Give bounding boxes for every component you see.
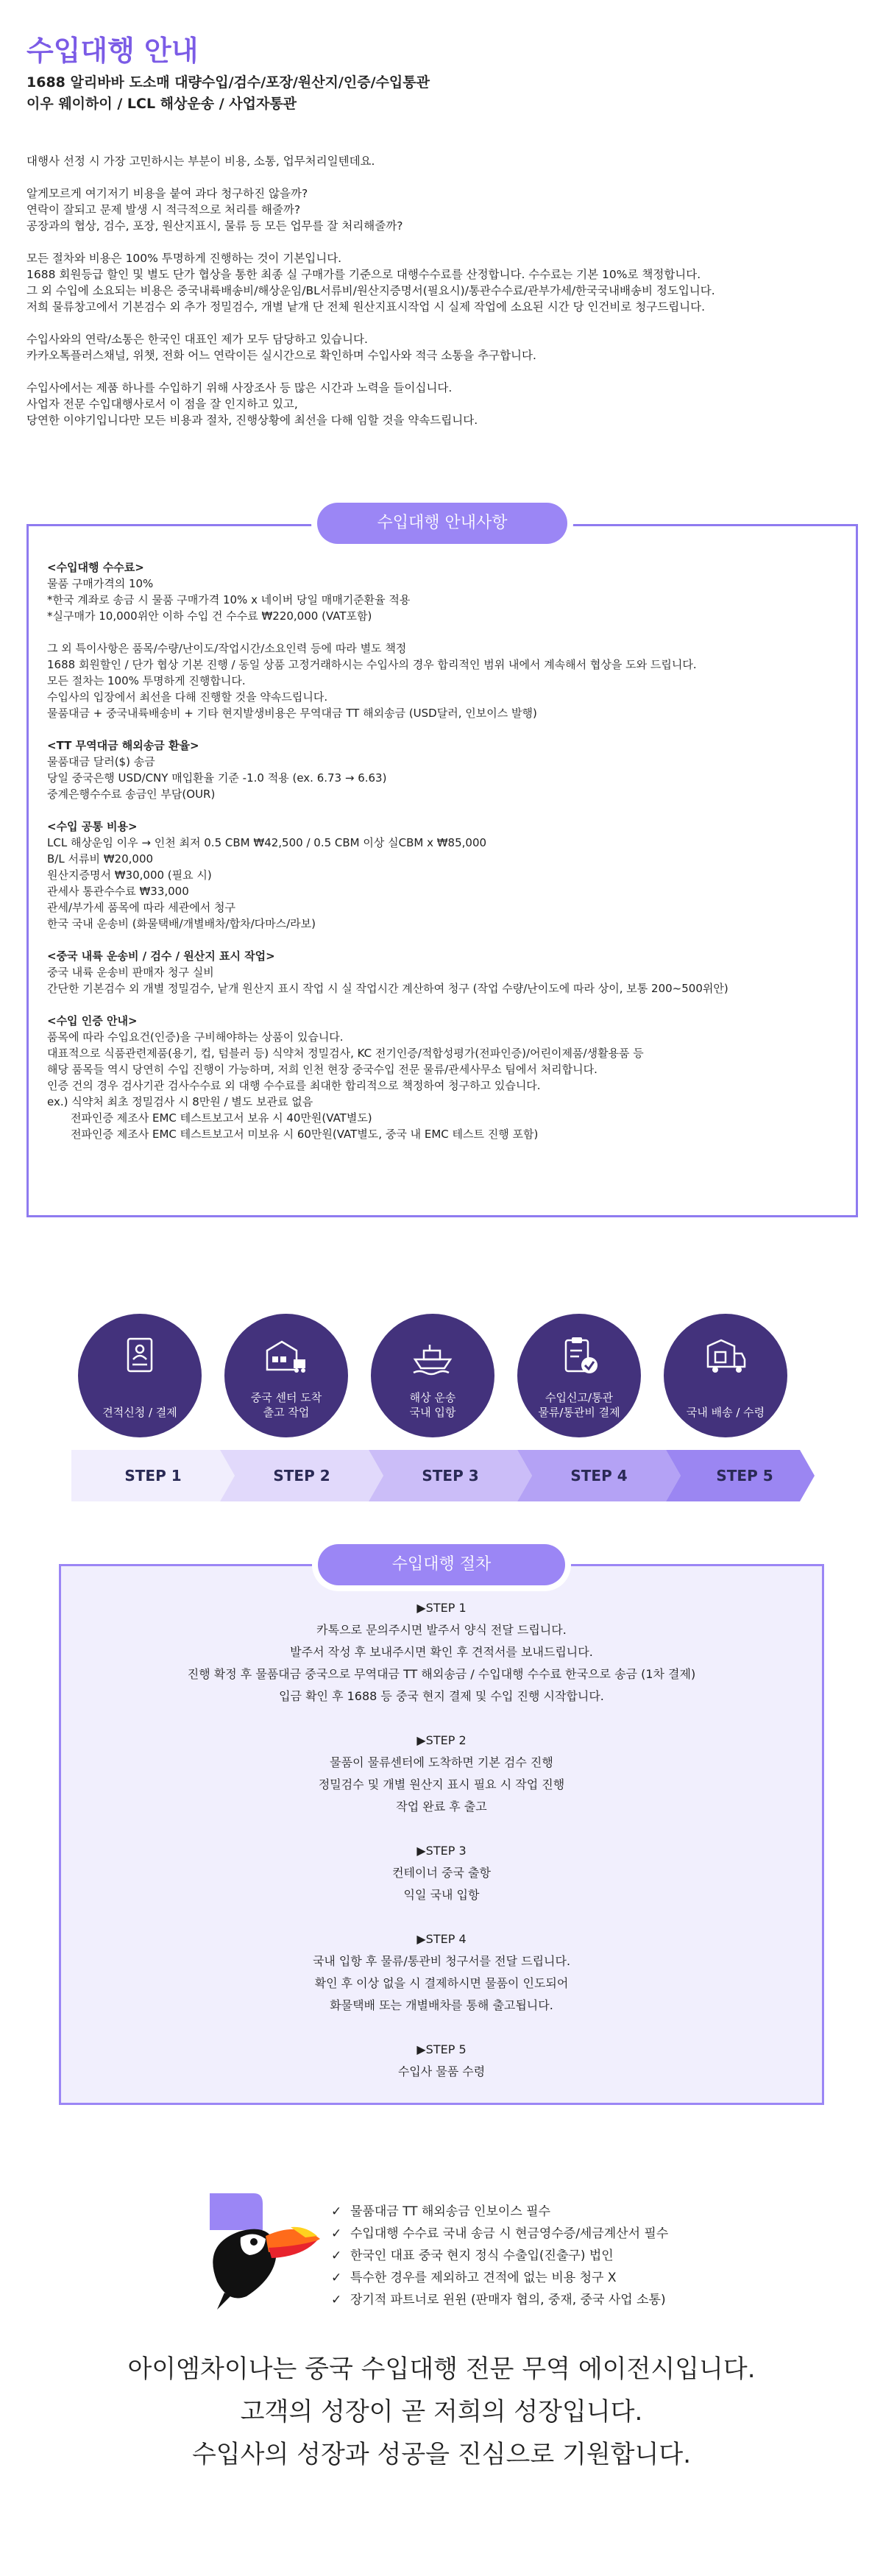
procedure-line: 화물택배 또는 개별배차를 통해 출고됩니다. [330, 1998, 553, 2012]
subtitle-line: 이우 웨이하이 / LCL 해상운송 / 사업자통관 [26, 96, 297, 112]
intro-line: 카카오톡플러스채널, 위챗, 전화 어느 연락이든 실시간으로 확인하며 수입사와 적극 소통을 추구합니다. [26, 349, 536, 362]
intro-paragraph [26, 380, 851, 428]
warehouse-truck-icon [264, 1334, 308, 1379]
procedure-line: ▶STEP 1 [416, 1601, 467, 1615]
guide-line: ex.) 식약처 최초 정밀검사 시 8만원 / 별도 보관료 없음 [47, 1095, 313, 1108]
slogan-line: 아이엠차이나는 중국 수입대행 전문 무역 에이전시입니다. [127, 2354, 756, 2384]
checklist-item [331, 2223, 668, 2245]
guide-line: 당일 중국은행 USD/CNY 매입환율 기준 -1.0 적용 (ex. 6.73 → 6.63) [47, 771, 387, 785]
checklist-item-text: 물품대금 TT 해외송금 인보이스 필수 [350, 2204, 550, 2219]
procedure-pill-title: 수입대행 절차 [318, 1544, 565, 1585]
guide-line: 관세사 통관수수료 ₩33,000 [47, 885, 189, 898]
page-title: 수입대행 안내 [26, 35, 199, 67]
guide-section [47, 737, 842, 802]
slogan-line: 고객의 성장이 곧 저희의 성장입니다. [240, 2397, 643, 2427]
guide-section-title: <수입 인증 안내> [47, 1014, 138, 1027]
guide-pill-title: 수입대행 안내사항 [317, 503, 567, 544]
toucan-mascot-icon [195, 2193, 327, 2311]
check-icon: ✓ [331, 2248, 342, 2263]
guide-section-title: <수입 공통 비용> [47, 820, 138, 833]
intro-line: 1688 회원등급 할인 및 별도 단가 협상을 통한 최종 실 구매가를 기준으로 대행수수료를 산정합니다. 수수료는 기본 10%로 책정합니다. [26, 268, 701, 281]
guide-line-indented: 전파인증 제조사 EMC 테스트보고서 미보유 시 60만원(VAT별도, 중국 내 EMC 테스트 진행 포함) [71, 1128, 539, 1141]
procedure-line: 발주서 작성 후 보내주시면 확인 후 견적서를 보내드립니다. [290, 1645, 593, 1659]
step-label: STEP 2 [273, 1467, 330, 1485]
procedure-line: 물품이 물류센터에 도착하면 기본 검수 진행 [330, 1755, 553, 1769]
guide-line: *한국 계좌로 송금 시 물품 구매가격 10% x 네이버 당일 매매기준환율 적용 [47, 593, 411, 606]
intro-paragraph [26, 331, 851, 364]
process-circle-label-line: 견적신청 / 결제 [102, 1406, 177, 1419]
procedure-line: 작업 완료 후 출고 [396, 1800, 487, 1814]
guide-line: 모든 절차는 100% 투명하게 진행합니다. [47, 674, 246, 687]
guide-line: 중국 내륙 운송비 판매자 청구 실비 [47, 966, 214, 979]
step-label: STEP 3 [422, 1467, 479, 1485]
checklist-item-text: 장기적 파트너로 윈윈 (판매자 협의, 중재, 중국 사업 소통) [350, 2293, 666, 2307]
procedure-line: 컨테이너 중국 출항 [392, 1866, 491, 1880]
intro-line: 저희 물류창고에서 기본검수 외 추가 정밀검수, 개별 낱개 단 전체 원산지표시작업 시 실제 작업에 소요된 시간 당 인건비로 청구드립니다. [26, 300, 706, 314]
guide-section [47, 640, 842, 721]
guide-line: 대표적으로 식품관련제품(용기, 컵, 텀블러 등) 식약처 정밀검사, KC 전기인증/적합성평가(전파인증)/어린이제품/생활용품 등 [47, 1047, 644, 1060]
process-circle-label [517, 1390, 641, 1420]
intro-line: 연락이 잘되고 문제 발생 시 적극적으로 처리를 해줄까? [26, 203, 301, 216]
process-circle [78, 1314, 202, 1437]
procedure-line: 수입사 물품 수령 [397, 2064, 486, 2078]
guide-line-indented: 전파인증 제조사 EMC 테스트보고서 보유 시 40만원(VAT별도) [71, 1111, 372, 1125]
guide-line: 해당 품목들 역시 당연히 수입 진행이 가능하며, 저희 인천 현장 중국수입 전문 물류/관세사무소 팀에서 처리합니다. [47, 1063, 597, 1076]
procedure-line: 정밀검수 및 개별 원산지 표시 필요 시 작업 진행 [318, 1777, 565, 1791]
guide-line: 물품대금 + 중국내륙배송비 + 기타 현지발생비용은 무역대금 TT 해외송금 (USD달러, 인보이스 발행) [47, 707, 537, 720]
intro-line: 수입사와의 연락/소통은 한국인 대표인 제가 모두 담당하고 있습니다. [26, 333, 368, 346]
procedure-line: 국내 입항 후 물류/통관비 청구서를 전달 드립니다. [312, 1954, 571, 1968]
guide-line: *실구매가 10,000위안 이하 수입 건 수수료 ₩220,000 (VAT포함) [47, 609, 372, 623]
slogan-line: 수입사의 성장과 성공을 진심으로 기원합니다. [191, 2440, 692, 2469]
process-circle-label-line: 출고 작업 [263, 1406, 310, 1419]
guide-line: 수입사의 입장에서 최선을 다해 진행할 것을 약속드립니다. [47, 690, 328, 704]
intro-line: 수입사에서는 제품 하나를 수입하기 위해 사장조사 등 많은 시간과 노력을 들이십니다. [26, 381, 453, 394]
guide-section-title: <중국 내륙 운송비 / 검수 / 원산지 표시 작업> [47, 949, 275, 963]
procedure-line: 확인 후 이상 없을 시 결제하시면 물품이 인도되어 [314, 1976, 569, 1990]
guide-line: 원산지증명서 ₩30,000 (필요 시) [47, 868, 212, 882]
clipboard-check-icon [557, 1334, 601, 1379]
check-icon: ✓ [331, 2226, 342, 2241]
guide-section [47, 818, 842, 932]
guide-line: 인증 건의 경우 검사기관 검사수수료 외 대행 수수료를 최대한 합리적으로 책정하여 청구하고 있습니다. [47, 1079, 541, 1092]
check-icon: ✓ [331, 2204, 342, 2219]
guide-content [47, 559, 842, 1158]
intro-line: 알게모르게 여기저기 비용을 붙여 과다 청구하진 않을까? [26, 187, 308, 200]
guide-section-title: <TT 무역대금 해외송금 환율> [47, 739, 199, 752]
checklist-item-text: 특수한 경우를 제외하고 견적에 없는 비용 청구 X [350, 2271, 617, 2285]
intro-line: 사업자 전문 수입대행사로서 이 점을 잘 인지하고 있고, [26, 397, 298, 411]
process-circle-label [78, 1405, 202, 1420]
delivery-truck-icon [703, 1334, 748, 1379]
procedure-block [59, 2039, 824, 2083]
procedure-line: ▶STEP 5 [416, 2042, 467, 2056]
guide-section [47, 1013, 842, 1142]
process-circle-label-line: 국내 입항 [409, 1406, 456, 1419]
procedure-line: 입금 확인 후 1688 등 중국 현지 결제 및 수입 진행 시작합니다. [279, 1689, 604, 1703]
procedure-line: 카톡으로 문의주시면 발주서 양식 전달 드립니다. [316, 1623, 567, 1637]
document-person-icon [118, 1334, 162, 1379]
guide-line: 간단한 기본검수 외 개별 정밀검수, 낱개 원산지 표시 작업 시 실 작업시간 계산하여 청구 (작업 수량/난이도에 따라 상이, 보통 200~500위안) [47, 982, 728, 995]
checklist-item-text: 한국인 대표 중국 현지 정식 수출입(진출구) 법인 [350, 2248, 614, 2263]
intro-paragraph [26, 153, 851, 169]
intro-line: 당연한 이야기입니다만 모든 비용과 절차, 진행상황에 최선을 다해 임할 것을 약속드립니다. [26, 414, 478, 427]
checklist [331, 2201, 668, 2311]
checklist-item [331, 2289, 668, 2311]
procedure-block [59, 1730, 824, 1818]
procedure-block [59, 1840, 824, 1906]
procedure-line: 진행 확정 후 물품대금 중국으로 무역대금 TT 해외송금 / 수입대행 수수료 한국으로 송금 (1차 결제) [187, 1667, 696, 1681]
guide-section [47, 559, 842, 624]
step-label: STEP 5 [716, 1467, 773, 1485]
process-circle-label-line: 해상 운송 [409, 1391, 456, 1404]
guide-section-title: <수입대행 수수료> [47, 561, 144, 574]
intro-paragraph [26, 185, 851, 234]
guide-line: 품목에 따라 수입요건(인증)을 구비해야하는 상품이 있습니다. [47, 1030, 344, 1044]
intro-line: 그 외 수입에 소요되는 비용은 중국내륙배송비/해상운임/BL서류비/원산지증명서(필요시)/통관수수료/관부가세/한국국내배송비 정도입니다. [26, 284, 715, 297]
process-circle-label [224, 1390, 348, 1420]
closing-slogan [0, 2348, 883, 2476]
procedure-block [59, 1597, 824, 1708]
subtitle-line: 1688 알리바바 도소매 대량수입/검수/포장/원산지/인증/수입통관 [26, 74, 430, 91]
process-circle [517, 1314, 641, 1437]
checklist-item [331, 2267, 668, 2289]
step-label: STEP 1 [124, 1467, 182, 1485]
intro-line: 대행사 선정 시 가장 고민하시는 부분이 비용, 소통, 업무처리일텐데요. [26, 155, 375, 168]
process-circle [371, 1314, 494, 1437]
checklist-item [331, 2245, 668, 2267]
ship-icon [411, 1334, 455, 1379]
guide-line: LCL 해상운임 이우 → 인천 최저 0.5 CBM ₩42,500 / 0.5 CBM 이상 실CBM x ₩85,000 [47, 836, 487, 849]
procedure-block [59, 1928, 824, 2017]
checklist-item-text: 수입대행 수수료 국내 송금 시 현금영수증/세금계산서 필수 [350, 2226, 669, 2241]
procedure-line: 익일 국내 입항 [403, 1888, 480, 1902]
intro-paragraph [26, 250, 851, 315]
process-circle-label-line: 물류/통관비 결제 [538, 1406, 620, 1419]
intro-text [26, 153, 851, 445]
guide-line: 물품 구매가격의 10% [47, 577, 154, 590]
guide-section [47, 948, 842, 997]
step-arrow-bar [71, 1450, 815, 1501]
checklist-item [331, 2201, 668, 2223]
intro-line: 모든 절차와 비용은 100% 투명하게 진행하는 것이 기본입니다. [26, 252, 342, 265]
procedure-content [59, 1597, 824, 2105]
guide-line: 한국 국내 운송비 (화물택배/개별배차/합차/다마스/라보) [47, 917, 316, 930]
check-icon: ✓ [331, 2293, 342, 2307]
guide-line: 관세/부가세 품목에 따라 세관에서 청구 [47, 901, 235, 914]
process-circle-label [664, 1405, 787, 1420]
intro-line: 공장과의 협상, 검수, 포장, 원산지표시, 물류 등 모든 업무를 잘 처리해줄까? [26, 219, 403, 233]
step-label: STEP 4 [570, 1467, 628, 1485]
process-circle-label-line: 수입신고/통관 [545, 1391, 613, 1404]
guide-line: 1688 회원할인 / 단가 협상 기본 진행 / 동일 상품 고정거래하시는 수입사의 경우 합리적인 범위 내에서 계속해서 협상을 도와 드립니다. [47, 658, 697, 671]
procedure-line: ▶STEP 3 [416, 1844, 467, 1858]
guide-line: 물품대금 달러($) 송금 [47, 755, 155, 768]
procedure-line: ▶STEP 2 [416, 1733, 467, 1747]
process-circle-label-line: 국내 배송 / 수령 [686, 1406, 765, 1419]
guide-line: B/L 서류비 ₩20,000 [47, 852, 154, 866]
process-circle [664, 1314, 787, 1437]
process-circle-label-line: 중국 센터 도착 [250, 1391, 322, 1404]
subtitle [26, 72, 430, 115]
guide-line: 그 외 특이사항은 품목/수량/난이도/작업시간/소요인력 등에 따라 별도 책정 [47, 642, 407, 655]
procedure-line: ▶STEP 4 [416, 1932, 467, 1946]
process-circle [224, 1314, 348, 1437]
check-icon: ✓ [331, 2271, 342, 2285]
process-circle-label [371, 1390, 494, 1420]
guide-line: 중계은행수수료 송금인 부담(OUR) [47, 788, 216, 801]
